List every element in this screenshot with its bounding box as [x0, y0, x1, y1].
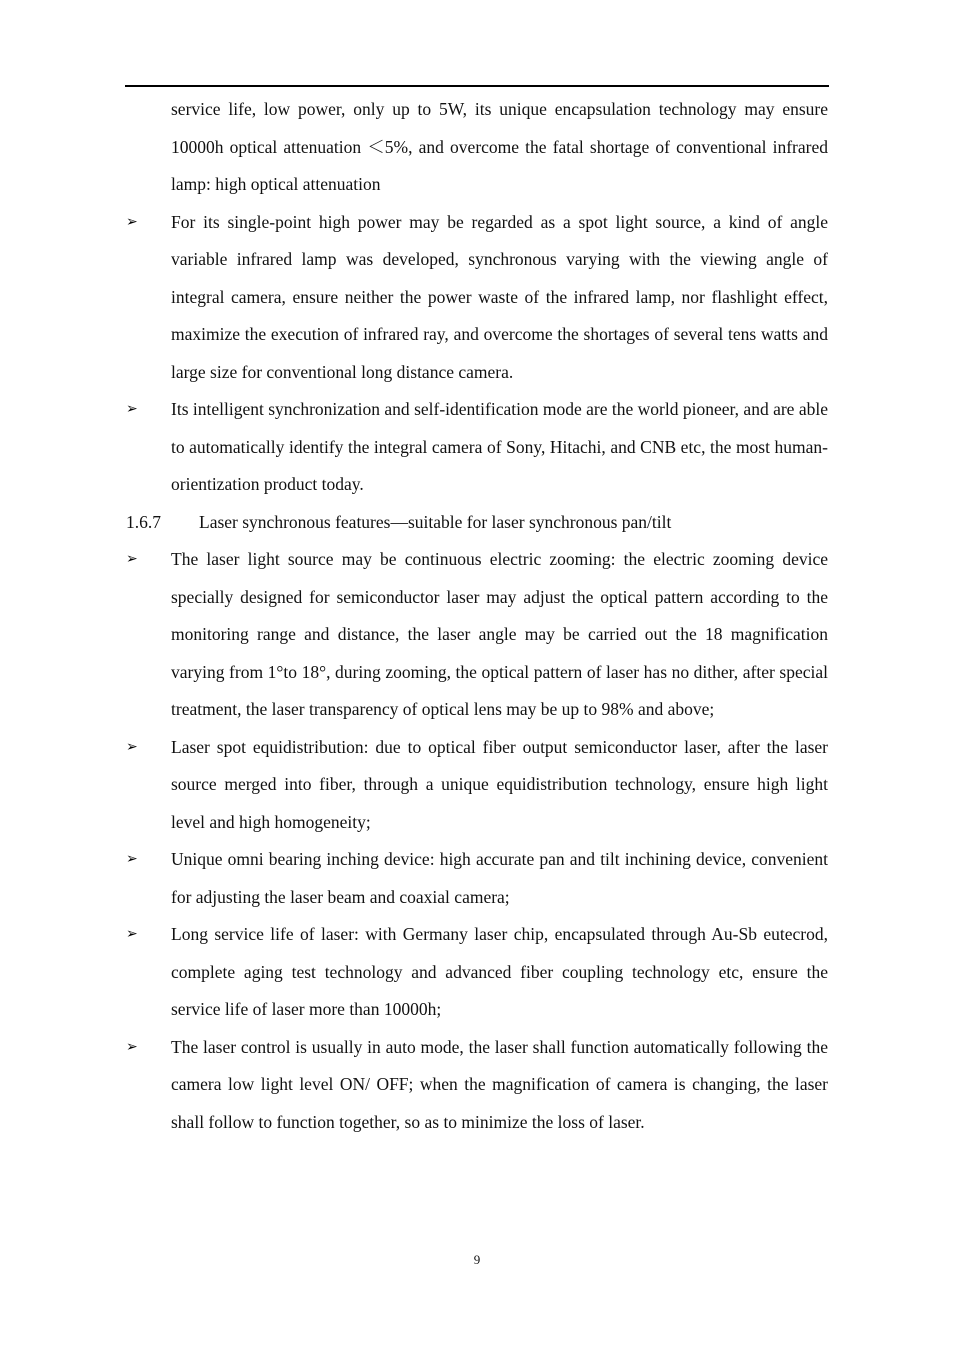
bullet-item — [126, 729, 828, 842]
arrow-bullet-icon: ➢ — [126, 213, 138, 230]
bullet-text: Laser spot equidistribution: due to optical fiber output semiconductor laser, after the laser source merged into fiber, through a unique equidistribution technology, ensure high light level and high homogeneity; — [171, 736, 828, 832]
bullet-item — [126, 541, 828, 729]
section-title: Laser synchronous features—suitable for laser synchronous pan/tilt — [199, 511, 672, 532]
arrow-bullet-icon: ➢ — [126, 551, 138, 567]
bullet-item — [126, 841, 828, 916]
bullet-item — [126, 916, 828, 1029]
bullet-text: The laser control is usually in auto mode, the laser shall function automatically following the camera low light level ON/ OFF; when the magnification of camera is changing, the laser shall follow to function together, so as to minimize the loss of laser. — [171, 1036, 828, 1132]
continuation-text: service life, low power, only up to 5W, its unique encapsulation technology may ensure 10000h optical attenuation ＜5%, and overcome the fatal shortage of conventional infrared lamp: high optical attenuation — [171, 99, 828, 194]
arrow-bullet-icon: ➢ — [126, 851, 138, 867]
continuation-paragraph — [126, 91, 828, 204]
bullet-text: Its intelligent synchronization and self-identification mode are the world pioneer, and are able to automatically identify the integral camera of Sony, Hitachi, and CNB etc, the most human-orientization product today. — [171, 399, 828, 494]
arrow-bullet-icon: ➢ — [126, 401, 138, 417]
bullet-text: Long service life of laser: with Germany laser chip, encapsulated through Au-Sb eutecrod, complete aging test technology and advanced fiber coupling technology etc, ensure the service life of laser more than 10000h; — [171, 924, 828, 1019]
section-heading — [126, 504, 828, 542]
bullet-text: Unique omni bearing inching device: high accurate pan and tilt inchining device, convenient for adjusting the laser beam and coaxial camera; — [171, 849, 828, 907]
arrow-bullet-icon: ➢ — [126, 738, 138, 755]
bullet-item — [126, 391, 828, 504]
page-content — [126, 91, 828, 1141]
bullet-text: The laser light source may be continuous electric zooming: the electric zooming device specially designed for semiconductor laser may adjust the optical pattern according to the monitoring range and distance, the laser angle may be carried out the 18 magnification varying from 1°to 18°, during zooming, the optical pattern of laser has no dither, after special treatment, the laser transparency of optical lens may be up to 98% and above; — [171, 549, 828, 719]
section-number: 1.6.7 — [126, 511, 161, 532]
header-rule — [125, 85, 829, 87]
bullet-text: For its single-point high power may be regarded as a spot light source, a kind of angle variable infrared lamp was developed, synchronous varying with the viewing angle of integral camera, ensure neither the power waste of the infrared lamp, nor flashlight effect, maximize the execution of infrared ray, and overcome the shortages of several tens watts and large size for conventional long distance camera. — [171, 211, 828, 382]
bullet-item — [126, 1029, 828, 1142]
arrow-bullet-icon: ➢ — [126, 1038, 138, 1055]
bullet-item — [126, 204, 828, 392]
page-number: 9 — [473, 1252, 481, 1267]
arrow-bullet-icon: ➢ — [126, 926, 138, 942]
